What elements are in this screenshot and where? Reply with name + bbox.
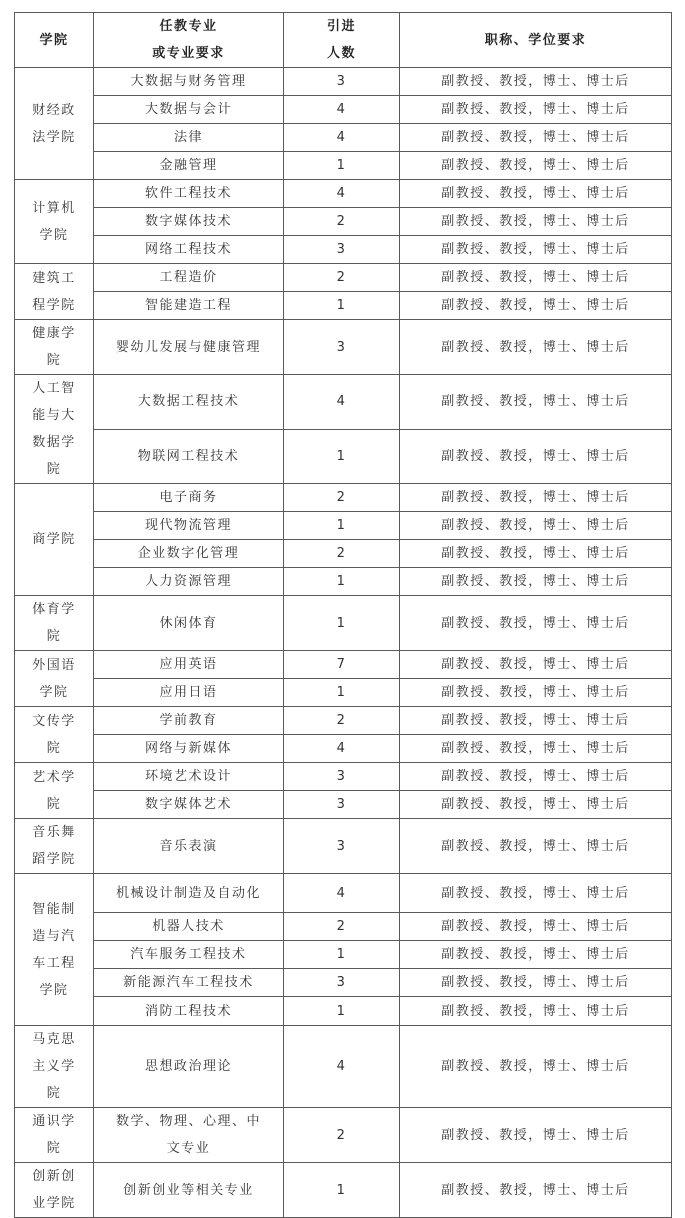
- count-cell: 1: [284, 596, 400, 651]
- table-row: [15, 512, 672, 540]
- college-cell: [15, 651, 94, 707]
- college-name-line: 蹈学院: [32, 852, 76, 867]
- major-line: 消防工程技术: [144, 1003, 232, 1019]
- major-line: 物联网工程技术: [137, 448, 240, 464]
- major-line: 应用日语: [159, 685, 218, 700]
- college-cell: [15, 1026, 94, 1108]
- requirement-cell: 副教授、教授，博士、博士后: [400, 596, 672, 651]
- major-line: 婴幼儿发展与健康管理: [115, 339, 261, 355]
- table-row: [15, 375, 672, 430]
- count-cell: 3: [284, 819, 400, 874]
- major-cell: [94, 568, 284, 596]
- count-cell: 1: [284, 679, 400, 707]
- college-name-line: 法学院: [32, 129, 76, 145]
- college-cell: [15, 596, 94, 651]
- college-name-line: 健康学: [32, 326, 76, 341]
- count-cell: 2: [284, 913, 400, 941]
- table-row: [15, 735, 672, 763]
- table-row: [15, 1108, 672, 1163]
- major-cell: [94, 997, 284, 1026]
- major-cell: [94, 791, 284, 819]
- count-cell: 1: [284, 997, 400, 1026]
- requirement-cell: 副教授、教授，博士、博士后: [400, 180, 672, 208]
- college-name-line: 建筑工: [32, 270, 76, 286]
- count-cell: 4: [284, 124, 400, 152]
- college-cell: [15, 68, 94, 180]
- table-row: [15, 651, 672, 679]
- count-cell: 4: [284, 375, 400, 430]
- requirement-cell: 副教授、教授，博士、博士后: [400, 375, 672, 430]
- major-line: 大数据工程技术: [137, 394, 240, 410]
- major-line: 新能源汽车工程技术: [123, 975, 254, 990]
- major-line: 学前教育: [159, 713, 218, 728]
- major-line: 大数据与会计: [144, 102, 232, 117]
- major-cell: [94, 96, 284, 124]
- requirement-cell: 副教授、教授，博士、博士后: [400, 152, 672, 180]
- header-row: [15, 13, 672, 68]
- major-cell: [94, 1108, 284, 1163]
- major-cell: [94, 679, 284, 707]
- college-cell: [15, 707, 94, 763]
- table-row: [15, 1163, 672, 1218]
- major-line: 软件工程技术: [144, 186, 232, 201]
- college-name-line: 通识学: [32, 1114, 76, 1129]
- requirement-cell: 副教授、教授，博士、博士后: [400, 1163, 672, 1218]
- college-name-line: 院: [46, 796, 62, 812]
- count-cell: 1: [284, 512, 400, 540]
- college-name-line: 院: [46, 740, 62, 756]
- requirement-cell: 副教授、教授，博士、博士后: [400, 1108, 672, 1163]
- major-line: 休闲体育: [159, 615, 218, 631]
- major-line: 企业数字化管理: [137, 546, 240, 561]
- count-cell: 3: [284, 969, 400, 997]
- table-row: [15, 1026, 672, 1108]
- requirement-cell: 副教授、教授，博士、博士后: [400, 707, 672, 735]
- college-name-line: 院: [46, 462, 62, 477]
- header-requirement: 职称、学位要求: [400, 13, 672, 68]
- college-name-line: 学院: [39, 684, 69, 700]
- major-cell: [94, 651, 284, 679]
- header-major: [94, 13, 284, 68]
- header-college: 学院: [15, 13, 94, 68]
- college-cell: [15, 763, 94, 819]
- college-name-line: 外国语: [32, 657, 76, 673]
- college-name-line: 能与大: [32, 408, 76, 423]
- recruitment-table: [14, 12, 672, 1218]
- requirement-cell: 副教授、教授，博士、博士后: [400, 540, 672, 568]
- requirement-cell: 副教授、教授，博士、博士后: [400, 68, 672, 96]
- major-line: 汽车服务工程技术: [130, 947, 247, 962]
- major-line: 机械设计制造及自动化: [115, 885, 261, 901]
- major-cell: [94, 913, 284, 941]
- table-row: [15, 763, 672, 791]
- major-line: 人力资源管理: [144, 574, 232, 589]
- requirement-cell: 副教授、教授，博士、博士后: [400, 874, 672, 913]
- table-row: [15, 180, 672, 208]
- requirement-cell: 副教授、教授，博士、博士后: [400, 791, 672, 819]
- table-row: [15, 124, 672, 152]
- table-row: [15, 997, 672, 1026]
- count-cell: 3: [284, 791, 400, 819]
- table-row: [15, 208, 672, 236]
- table-row: [15, 429, 672, 484]
- table-row: [15, 68, 672, 96]
- college-cell: [15, 1108, 94, 1163]
- major-cell: [94, 874, 284, 913]
- major-cell: [94, 819, 284, 874]
- college-name-line: 体育学: [32, 602, 76, 617]
- major-cell: [94, 540, 284, 568]
- requirement-cell: 副教授、教授，博士、博士后: [400, 997, 672, 1026]
- requirement-cell: 副教授、教授，博士、博士后: [400, 568, 672, 596]
- header-count: [284, 13, 400, 68]
- college-cell: [15, 874, 94, 1026]
- major-cell: [94, 763, 284, 791]
- major-cell: [94, 707, 284, 735]
- major-line: 现代物流管理: [144, 518, 232, 533]
- college-cell: [15, 180, 94, 264]
- major-cell: [94, 484, 284, 512]
- major-cell: [94, 1026, 284, 1108]
- table-row: [15, 941, 672, 969]
- major-line: 智能建造工程: [144, 298, 232, 313]
- table-row: [15, 484, 672, 512]
- count-cell: 4: [284, 874, 400, 913]
- major-cell: [94, 152, 284, 180]
- count-cell: 3: [284, 68, 400, 96]
- major-cell: [94, 1163, 284, 1218]
- college-name-line: 学院: [39, 227, 69, 243]
- requirement-cell: 副教授、教授，博士、博士后: [400, 292, 672, 320]
- major-line: 法律: [173, 130, 203, 145]
- college-name-line: 程学院: [32, 297, 76, 313]
- requirement-cell: 副教授、教授，博士、博士后: [400, 913, 672, 941]
- college-name-line: 智能制: [32, 901, 76, 917]
- major-cell: [94, 236, 284, 264]
- major-cell: [94, 208, 284, 236]
- major-cell: [94, 375, 284, 430]
- major-cell: [94, 180, 284, 208]
- requirement-cell: 副教授、教授，博士、博士后: [400, 819, 672, 874]
- count-cell: 4: [284, 96, 400, 124]
- college-name-line: 数据学: [32, 435, 76, 450]
- college-cell: [15, 375, 94, 484]
- college-cell: [15, 264, 94, 320]
- college-name-line: 财经政: [32, 102, 76, 118]
- table-row: [15, 679, 672, 707]
- count-cell: 2: [284, 264, 400, 292]
- count-cell: 1: [284, 292, 400, 320]
- college-name-line: 文传学: [32, 713, 76, 729]
- count-cell: 2: [284, 1108, 400, 1163]
- table-row: [15, 969, 672, 997]
- major-line: 应用英语: [159, 657, 218, 672]
- major-line: 金融管理: [159, 158, 218, 173]
- requirement-cell: 副教授、教授，博士、博士后: [400, 236, 672, 264]
- college-name-line: 人工智: [32, 381, 76, 396]
- requirement-cell: 副教授、教授，博士、博士后: [400, 735, 672, 763]
- table-row: [15, 96, 672, 124]
- table-row: [15, 596, 672, 651]
- table-row: [15, 707, 672, 735]
- major-cell: [94, 596, 284, 651]
- college-name-line: 商学院: [32, 532, 76, 547]
- table-row: [15, 568, 672, 596]
- table-row: [15, 264, 672, 292]
- major-line: 数学、物理、心理、中: [115, 1114, 261, 1129]
- college-name-line: 院: [46, 353, 62, 368]
- major-line: 数字媒体艺术: [144, 797, 232, 812]
- college-name-line: 创新创: [32, 1169, 76, 1184]
- header-major-line1: 任教专业: [159, 19, 218, 34]
- major-line: 数字媒体技术: [144, 214, 232, 229]
- major-cell: [94, 68, 284, 96]
- college-name-line: 学院: [39, 982, 69, 998]
- count-cell: 3: [284, 236, 400, 264]
- requirement-cell: 副教授、教授，博士、博士后: [400, 512, 672, 540]
- college-name-line: 院: [46, 1141, 62, 1156]
- requirement-cell: 副教授、教授，博士、博士后: [400, 124, 672, 152]
- major-line: 机器人技术: [152, 919, 225, 934]
- major-line: 文专业: [166, 1141, 211, 1156]
- requirement-cell: 副教授、教授，博士、博士后: [400, 679, 672, 707]
- table-row: [15, 819, 672, 874]
- table-row: [15, 791, 672, 819]
- requirement-cell: 副教授、教授，博士、博士后: [400, 941, 672, 969]
- count-cell: 1: [284, 941, 400, 969]
- major-cell: [94, 512, 284, 540]
- major-line: 环境艺术设计: [144, 769, 232, 784]
- major-line: 大数据与财务管理: [130, 74, 247, 89]
- count-cell: 3: [284, 320, 400, 375]
- requirement-cell: 副教授、教授，博士、博士后: [400, 264, 672, 292]
- requirement-cell: 副教授、教授，博士、博士后: [400, 484, 672, 512]
- major-cell: [94, 124, 284, 152]
- college-name-line: 主义学: [32, 1059, 76, 1074]
- header-count-line2: 人数: [326, 46, 356, 61]
- count-cell: 1: [284, 568, 400, 596]
- college-name-line: 业学院: [32, 1196, 76, 1211]
- college-name-line: 艺术学: [32, 769, 76, 785]
- college-name-line: 音乐舞: [32, 825, 76, 840]
- major-cell: [94, 292, 284, 320]
- count-cell: 4: [284, 735, 400, 763]
- count-cell: 2: [284, 540, 400, 568]
- table-row: [15, 540, 672, 568]
- major-line: 创新创业等相关专业: [123, 1182, 254, 1198]
- college-cell: [15, 320, 94, 375]
- college-name-line: 院: [46, 1086, 62, 1101]
- major-line: 音乐表演: [159, 838, 218, 854]
- count-cell: 1: [284, 1163, 400, 1218]
- count-cell: 7: [284, 651, 400, 679]
- college-cell: [15, 1163, 94, 1218]
- requirement-cell: 副教授、教授，博士、博士后: [400, 969, 672, 997]
- count-cell: 1: [284, 429, 400, 484]
- requirement-cell: 副教授、教授，博士、博士后: [400, 208, 672, 236]
- table-row: [15, 874, 672, 913]
- requirement-cell: 副教授、教授，博士、博士后: [400, 763, 672, 791]
- major-line: 工程造价: [159, 270, 218, 285]
- major-line: 网络工程技术: [144, 242, 232, 257]
- requirement-cell: 副教授、教授，博士、博士后: [400, 429, 672, 484]
- requirement-cell: 副教授、教授，博士、博士后: [400, 651, 672, 679]
- requirement-cell: 副教授、教授，博士、博士后: [400, 1026, 672, 1108]
- college-name-line: 计算机: [32, 200, 76, 216]
- header-major-line2: 或专业要求: [152, 46, 225, 61]
- table-row: [15, 152, 672, 180]
- major-line: 电子商务: [159, 490, 218, 505]
- header-count-line1: 引进: [326, 19, 356, 34]
- count-cell: 1: [284, 152, 400, 180]
- major-cell: [94, 320, 284, 375]
- requirement-cell: 副教授、教授，博士、博士后: [400, 320, 672, 375]
- table-row: [15, 913, 672, 941]
- count-cell: 3: [284, 763, 400, 791]
- count-cell: 2: [284, 208, 400, 236]
- table-row: [15, 320, 672, 375]
- count-cell: 2: [284, 707, 400, 735]
- count-cell: 4: [284, 1026, 400, 1108]
- table-row: [15, 236, 672, 264]
- major-line: 思想政治理论: [144, 1059, 232, 1074]
- requirement-cell: 副教授、教授，博士、博士后: [400, 96, 672, 124]
- college-name-line: 院: [46, 629, 62, 644]
- major-cell: [94, 969, 284, 997]
- major-cell: [94, 735, 284, 763]
- major-line: 网络与新媒体: [144, 741, 232, 756]
- college-name-line: 车工程: [32, 955, 76, 971]
- college-cell: [15, 819, 94, 874]
- college-name-line: 造与汽: [32, 928, 76, 944]
- count-cell: 4: [284, 180, 400, 208]
- college-cell: [15, 484, 94, 596]
- major-cell: [94, 264, 284, 292]
- major-cell: [94, 941, 284, 969]
- college-name-line: 马克思: [32, 1032, 76, 1047]
- count-cell: 2: [284, 484, 400, 512]
- major-cell: [94, 429, 284, 484]
- table-row: [15, 292, 672, 320]
